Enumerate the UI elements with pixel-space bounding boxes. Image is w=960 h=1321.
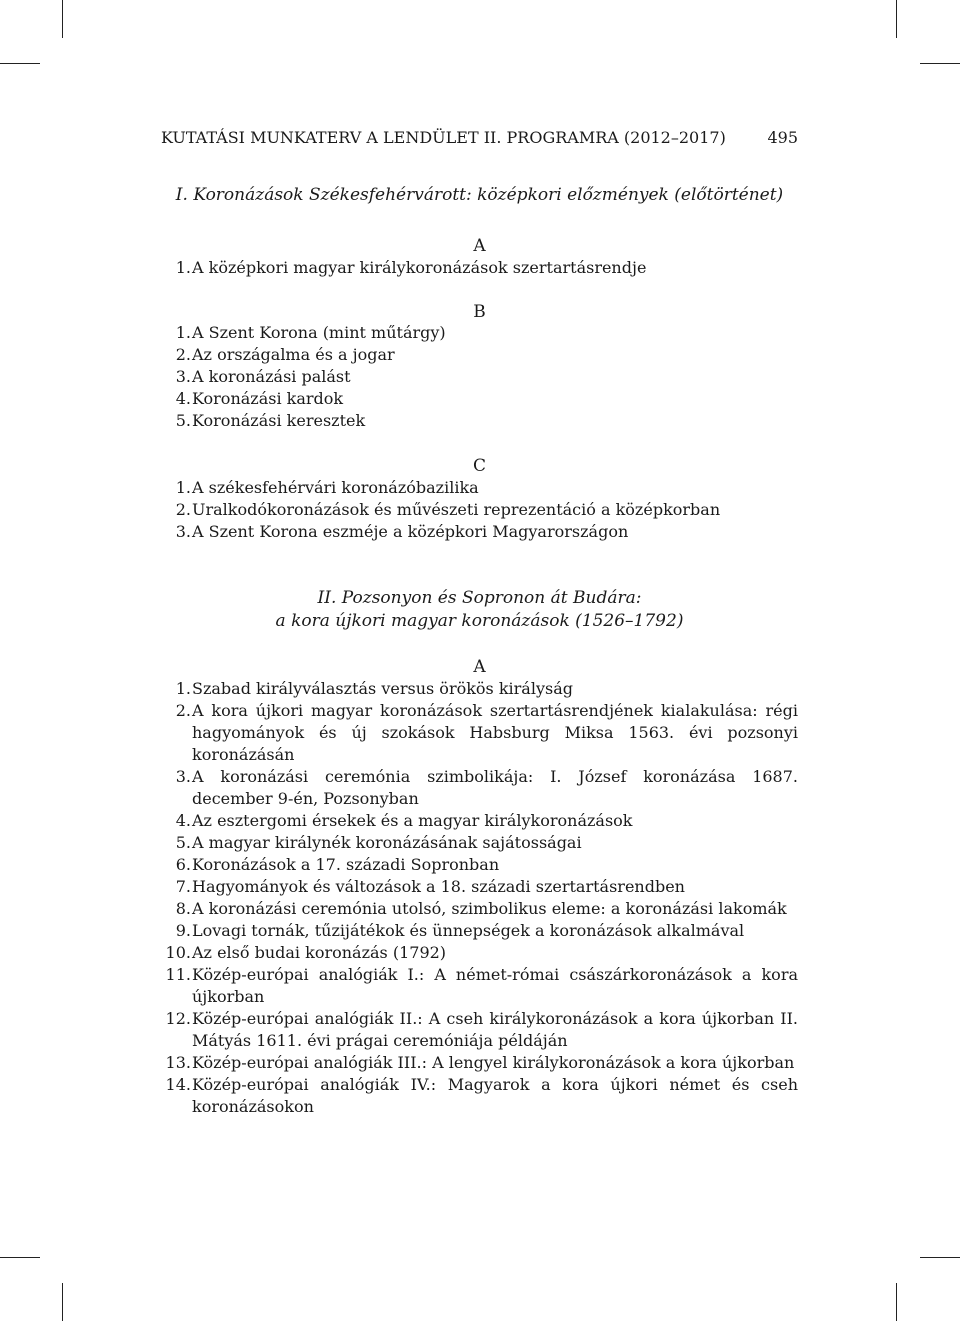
list-item: 3. A koronázási ceremónia szimbolikája: I. József koronázása 1687. december 9-én, Pozsonyban — [175, 767, 798, 808]
section-1-group-a-list — [161, 257, 798, 279]
crop-mark-top-left-horizontal — [0, 63, 40, 64]
section-1-title: I. Koronázások Székesfehérvárott: középkori előzmények (előtörténet) — [175, 185, 784, 205]
running-header — [161, 127, 798, 149]
list-item: 10. Az első budai koronázás (1792) — [165, 943, 447, 962]
list-item: 9. Lovagi tornák, tűzijátékok és ünnepségek a koronázások alkalmával — [175, 921, 745, 940]
section-2-title-line-1: II. Pozsonyon és Sopronon át Budára: — [317, 588, 642, 608]
list-item: 8. A koronázási ceremónia utolsó, szimbolikus eleme: a koronázási lakomák — [175, 899, 787, 918]
crop-mark-top-left-vertical — [62, 0, 63, 38]
section-1-group-c-letter: C — [472, 456, 486, 476]
list-item: 1. A székesfehérvári koronázóbazilika — [175, 478, 479, 497]
list-item: 4. Koronázási kardok — [175, 389, 344, 408]
list-item: 6. Koronázások a 17. századi Sopronban — [175, 855, 500, 874]
crop-mark-bottom-right-vertical — [896, 1283, 897, 1321]
section-1-group-a-letter: A — [473, 236, 486, 256]
list-item: 3. A Szent Korona eszméje a középkori Magyarországon — [175, 522, 629, 541]
list-item: 2. Uralkodókoronázások és művészeti reprezentáció a középkorban — [175, 500, 721, 519]
section-1-group-b-list — [161, 322, 798, 432]
list-item: 1. A középkori magyar királykoronázások szertartásrendje — [175, 258, 647, 277]
crop-mark-top-right-horizontal — [920, 63, 960, 64]
crop-mark-bottom-right-horizontal — [920, 1257, 960, 1258]
list-item: 11. Közép-európai analógiák I.: A német-római császárkoronázások a kora újkorban — [165, 965, 798, 1006]
section-2-group-a-list — [161, 678, 798, 1118]
crop-mark-bottom-left-horizontal — [0, 1257, 40, 1258]
crop-mark-bottom-left-vertical — [62, 1283, 63, 1321]
list-item: 12. Közép-európai analógiák II.: A cseh királykoronázások a kora újkorban II. Mátyás 1611. évi prágai ceremóniája példáján — [165, 1009, 798, 1050]
section-2-title-line-2: a kora újkori magyar koronázások (1526–1792) — [275, 611, 684, 631]
section-1-group-b-letter: B — [473, 302, 486, 322]
section-1-group-c-list — [161, 477, 798, 543]
list-item: 14. Közép-európai analógiák IV.: Magyarok a kora újkori német és cseh koronázásokon — [165, 1075, 798, 1116]
list-item: 1. A Szent Korona (mint műtárgy) — [175, 323, 446, 342]
list-item: 1. Szabad királyválasztás versus örökös királyság — [175, 679, 573, 698]
list-item: 5. Koronázási keresztek — [175, 411, 366, 430]
list-item: 7. Hagyományok és változások a 18. századi szertartásrendben — [175, 877, 685, 896]
crop-mark-top-right-vertical — [896, 0, 897, 38]
list-item: 2. A kora újkori magyar koronázások szertartásrendjének kialakulása: régi hagyományok és új szokások Habsburg Miksa 1563. évi pozsonyi koronázásán — [175, 701, 798, 764]
running-title: KUTATÁSI MUNKATERV A LENDÜLET II. PROGRAMRA (2012–2017) — [161, 128, 726, 147]
list-item: 13. Közép-európai analógiák III.: A lengyel királykoronázások a kora újkorban — [165, 1053, 795, 1072]
page-number: 495 — [767, 128, 798, 147]
section-2-group-a-letter: A — [473, 657, 486, 677]
list-item: 2. Az országalma és a jogar — [175, 345, 395, 364]
list-item: 3. A koronázási palást — [175, 367, 351, 386]
list-item: 5. A magyar királynék koronázásának sajátosságai — [175, 833, 582, 852]
list-item: 4. Az esztergomi érsekek és a magyar királykoronázások — [175, 811, 633, 830]
